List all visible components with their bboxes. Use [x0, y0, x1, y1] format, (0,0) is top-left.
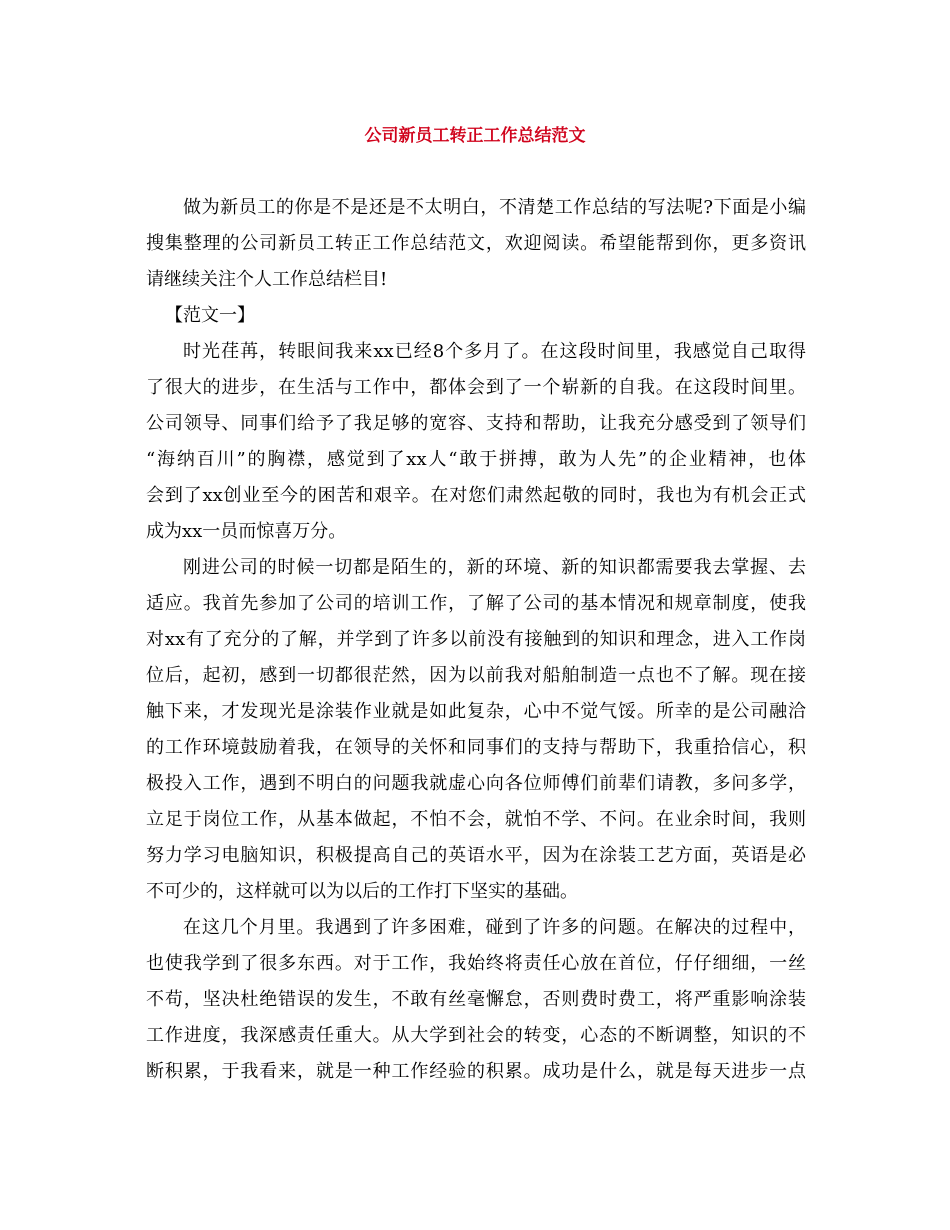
- text-line: 在这几个月里。我遇到了许多困难，碰到了许多的问题。在解决的过程中，: [183, 917, 806, 938]
- text-line: 断积累，于我看来，就是一种工作经验的积累。成功是什么，就是每天进步一点: [146, 1061, 806, 1082]
- text-line: 刚进公司的时候一切都是陌生的，新的环境、新的知识都需要我去掌握、去: [183, 557, 806, 578]
- text-line: 对xx有了充分的了解，并学到了许多以前没有接触到的知识和理念，进入工作岗: [146, 629, 806, 650]
- text-line: 适应。我首先参加了公司的培训工作，了解了公司的基本情况和规章制度，使我: [146, 593, 806, 614]
- text-line: 做为新员工的你是不是还是不太明白，不清楚工作总结的写法呢?下面是小编: [183, 197, 806, 218]
- text-line: 的工作环境鼓励着我，在领导的关怀和同事们的支持与帮助下，我重拾信心，积: [146, 737, 806, 758]
- text-line: 极投入工作，遇到不明白的问题我就虚心向各位师傅们前辈们请教，多问多学，: [146, 773, 806, 794]
- text-line: 也使我学到了很多东西。对于工作，我始终将责任心放在首位，仔仔细细，一丝: [146, 953, 806, 974]
- text-line: 了很大的进步，在生活与工作中，都体会到了一个崭新的自我。在这段时间里。: [146, 377, 806, 398]
- section-heading: 【范文一】: [165, 305, 255, 326]
- text-line: 工作进度，我深感责任重大。从大学到社会的转变，心态的不断调整，知识的不: [146, 1025, 806, 1046]
- text-line: 时光荏苒，转眼间我来xx已经8个多月了。在这段时间里，我感觉自己取得: [183, 341, 806, 362]
- text-line: 立足于岗位工作，从基本做起，不怕不会，就怕不学、不问。在业余时间，我则: [146, 809, 806, 830]
- text-line: 请继续关注个人工作总结栏目!: [146, 269, 388, 290]
- text-line: 不可少的，这样就可以为以后的工作打下坚实的基础。: [146, 881, 578, 902]
- text-line: 公司领导、同事们给予了我足够的宽容、支持和帮助，让我充分感受到了领导们: [146, 413, 806, 434]
- text-line: 努力学习电脑知识，积极提高自己的英语水平，因为在涂装工艺方面，英语是必: [146, 845, 806, 866]
- text-line: 位后，起初，感到一切都很茫然，因为以前我对船舶制造一点也不了解。现在接: [146, 665, 806, 686]
- text-line: 搜集整理的公司新员工转正工作总结范文，欢迎阅读。希望能帮到你，更多资讯: [146, 233, 806, 254]
- text-line: 不苟，坚决杜绝错误的发生，不敢有丝毫懈怠，否则费时费工，将严重影响涂装: [146, 989, 806, 1010]
- text-line: 触下来，才发现光是涂装作业就是如此复杂，心中不觉气馁。所幸的是公司融洽: [146, 701, 806, 722]
- text-line: 成为xx一员而惊喜万分。: [146, 521, 347, 542]
- document-title: 公司新员工转正工作总结范文: [364, 126, 586, 146]
- text-line: 会到了xx创业至今的困苦和艰辛。在对您们肃然起敬的同时，我也为有机会正式: [146, 485, 806, 506]
- text-line: “海纳百川”的胸襟，感觉到了xx人“敢于拼搏，敢为人先”的企业精神，也体: [146, 449, 806, 470]
- document-body: [146, 190, 806, 1090]
